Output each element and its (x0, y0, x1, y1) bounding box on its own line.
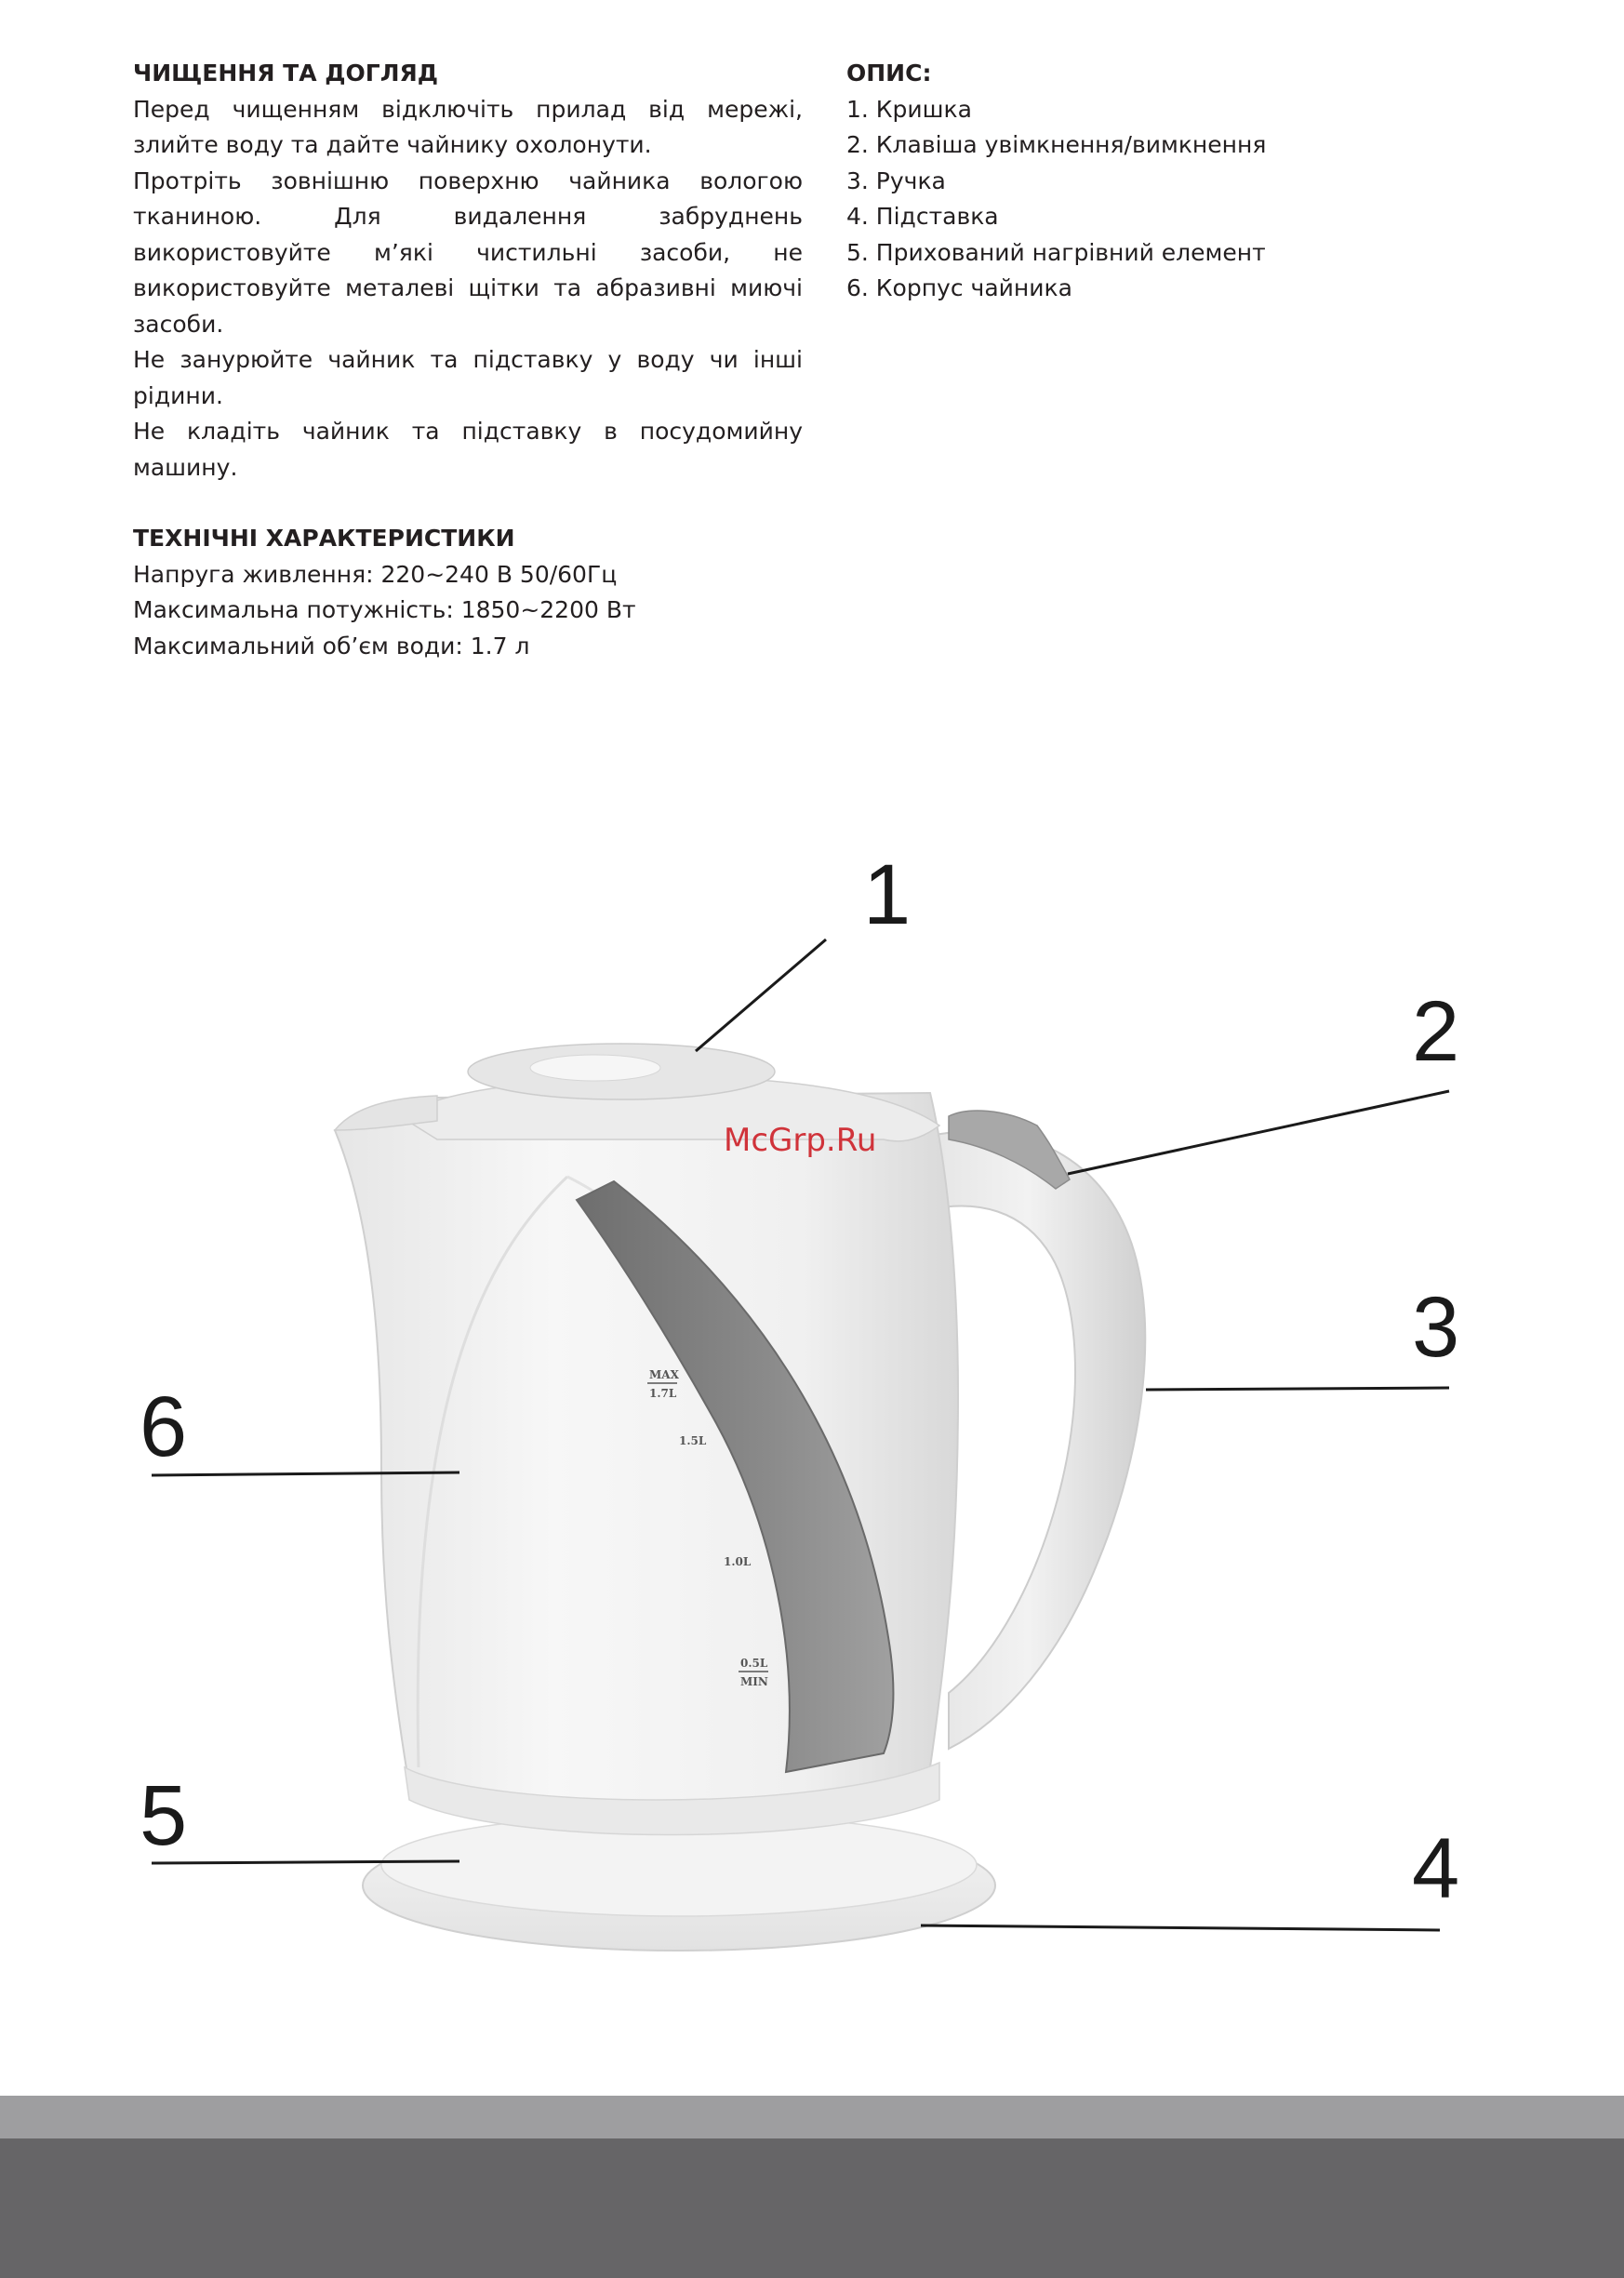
leader-line-5 (152, 1861, 459, 1863)
kettle-diagram (0, 819, 1624, 2065)
callout-number-1: 1 (863, 847, 912, 942)
scale-mark-1-7: 1.7L (649, 1387, 677, 1400)
callout-number-5: 5 (140, 1768, 188, 1863)
description-item-handle: 3. Ручка (846, 167, 946, 194)
leader-line-1 (696, 939, 826, 1051)
cleaning-paragraph-3: Не занурюйте чайник та підставку у воду чи інші рідини. (133, 346, 803, 409)
leader-line-2 (1068, 1091, 1449, 1174)
leader-line-3 (1146, 1388, 1449, 1390)
scale-mark-1-0: 1.0L (724, 1555, 752, 1568)
watermark: McGrp.Ru (724, 1122, 877, 1159)
description-item-body: 6. Корпус чайника (846, 274, 1072, 301)
description-item-base: 4. Підставка (846, 203, 999, 230)
scale-mark-max: MAX (649, 1368, 679, 1381)
leader-line-4 (921, 1925, 1440, 1930)
spec-volume: Максимальний об’єм води: 1.7 л (133, 632, 530, 659)
cleaning-paragraph-4: Не кладіть чайник та підставку в посудомийну машину. (133, 418, 803, 481)
cleaning-paragraph-1: Перед чищенням відключіть прилад від мережі, злийте воду та дайте чайнику охолонути. (133, 95, 803, 158)
scale-mark-0-5: 0.5L (740, 1657, 768, 1670)
left-column (133, 56, 803, 664)
spec-power: Максимальна потужність: 1850~2200 Вт (133, 596, 636, 623)
callout-number-6: 6 (140, 1379, 188, 1474)
scale-mark-min: MIN (740, 1675, 768, 1688)
footer-band-light (0, 2096, 1624, 2138)
callout-number-3: 3 (1412, 1280, 1460, 1375)
footer-band-dark (0, 2138, 1624, 2278)
kettle-lid (468, 1044, 775, 1099)
section-spacer (133, 486, 803, 521)
callout-number-2: 2 (1412, 984, 1460, 1079)
spec-voltage: Напруга живлення: 220~240 В 50/60Гц (133, 560, 618, 588)
right-column (846, 56, 1367, 307)
description-item-lid: 1. Кришка (846, 95, 972, 123)
description-item-switch: 2. Клавіша увімкнення/вимкнення (846, 131, 1267, 158)
description-item-heating-element: 5. Прихований нагрівний елемент (846, 238, 1266, 266)
cleaning-paragraph-2: Протріть зовнішню поверхню чайника вологою тканиною. Для видалення забруднень використовуйте м’які чистильні засоби, не використовуйте металеві щітки та абразивні миючі засоби. (133, 167, 803, 338)
specs-heading: ТЕХНІЧНІ ХАРАКТЕРИСТИКИ (133, 525, 515, 552)
cleaning-heading: ЧИЩЕННЯ ТА ДОГЛЯД (133, 60, 438, 87)
callout-number-4: 4 (1412, 1821, 1460, 1916)
scale-mark-1-5: 1.5L (679, 1434, 707, 1447)
description-heading: ОПИС: (846, 60, 932, 87)
